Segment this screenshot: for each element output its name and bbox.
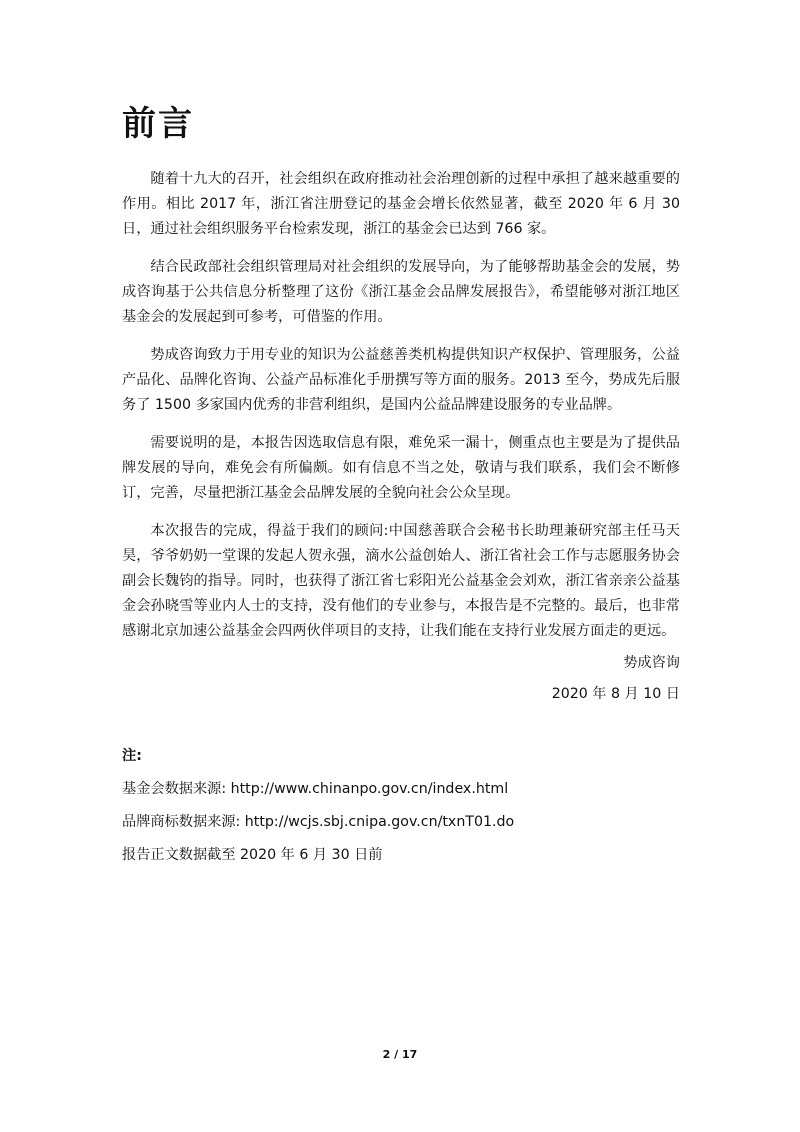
- preface-body: [122, 167, 680, 657]
- paragraph-5: 本次报告的完成，得益于我们的顾问:中国慈善联合会秘书长助理兼研究部主任马天昊，爷爷奶奶一堂课的发起人贺永强，滴水公益创始人、浙江省社会工作与志愿服务协会副会长魏钧的指导。同时，也获得了浙江省七彩阳光公益基金会刘欢，浙江省亲亲公益基金会孙晓雪等业内人士的支持，没有他们的专业参与，本报告是不完整的。最后，也非常感谢北京加速公益基金会四两伙伴项目的支持，让我们能在支持行业发展方面走的更远。: [122, 523, 680, 639]
- note-trademark-source: 品牌商标数据来源: http://wcjs.sbj.cnipa.gov.cn/txnT01.do: [122, 814, 515, 830]
- note-foundation-source: 基金会数据来源: http://www.chinanpo.gov.cn/index.html: [122, 781, 509, 797]
- paragraph-3: 势成咨询致力于用专业的知识为公益慈善类机构提供知识产权保护、管理服务，公益产品化、品牌化咨询、公益产品标准化手册撰写等方面的服务。2013 至今，势成先后服务了 1500 多家国内优秀的非营利组织，是国内公益品牌建设服务的专业品牌。: [122, 347, 680, 413]
- signature-org: 势成咨询: [623, 655, 680, 671]
- notes-section: [122, 744, 682, 876]
- page-title: 前言: [122, 104, 194, 144]
- paragraph-4: 需要说明的是，本报告因选取信息有限，难免采一漏十，侧重点也主要是为了提供品牌发展的导向，难免会有所偏颇。如有信息不当之处，敬请与我们联系，我们会不断修订，完善，尽量把浙江基金会品牌发展的全貌向社会公众呈现。: [122, 435, 680, 501]
- paragraph-1: 随着十九大的召开，社会组织在政府推动社会治理创新的过程中承担了越来越重要的作用。相比 2017 年，浙江省注册登记的基金会增长依然显著，截至 2020 年 6 月 30 日，通过社会组织服务平台检索发现，浙江的基金会已达到 766 家。: [122, 171, 680, 237]
- signature-date: 2020 年 8 月 10 日: [551, 686, 680, 702]
- paragraph-2: 结合民政部社会组织管理局对社会组织的发展导向，为了能够帮助基金会的发展，势成咨询基于公共信息分析整理了这份《浙江基金会品牌发展报告》，希望能够对浙江地区基金会的发展起到可参考，可借鉴的作用。: [122, 259, 680, 325]
- page-number: 2 / 17: [382, 1048, 418, 1061]
- notes-title: 注:: [122, 748, 142, 764]
- note-data-cutoff: 报告正文数据截至 2020 年 6 月 30 日前: [122, 847, 383, 863]
